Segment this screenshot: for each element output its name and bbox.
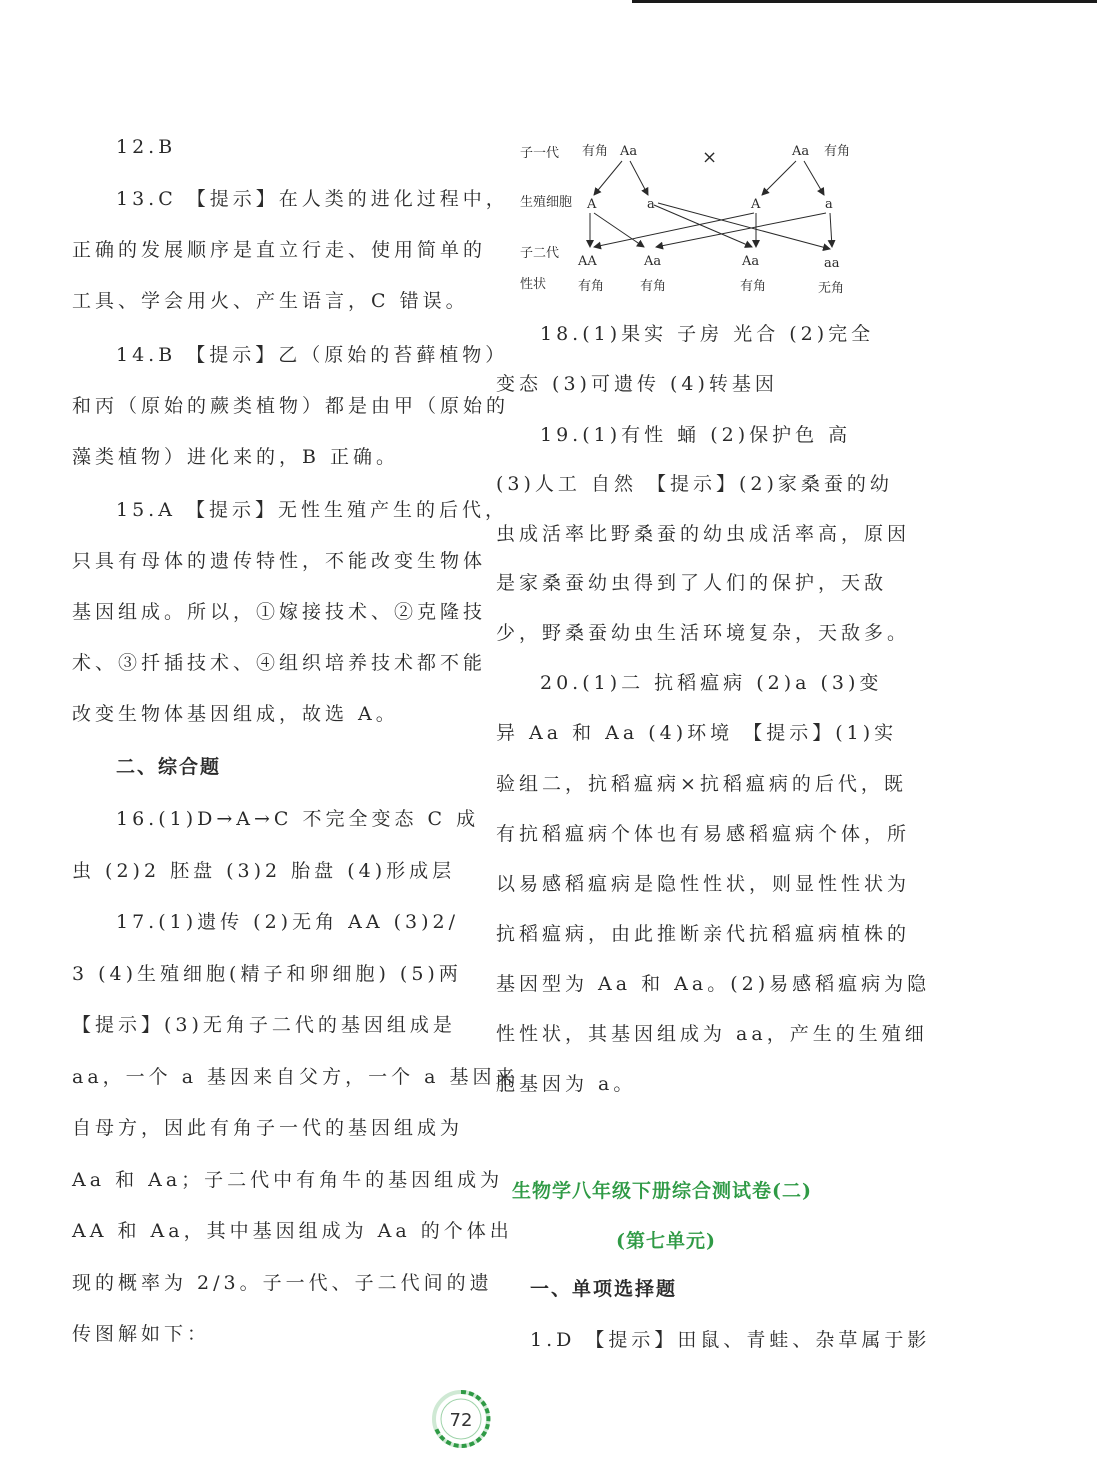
offspring-trait: 有角 — [578, 279, 605, 294]
answer-17-line: 自母方，因此有角子一代的基因组成为 — [72, 1117, 464, 1139]
offspring-trait: 有角 — [740, 279, 767, 294]
answer-20-line: 20.(1)二 抗稻瘟病 (2)a (3)变 — [540, 672, 883, 694]
gamete: A — [587, 197, 597, 212]
answer-20-line: 验组二，抗稻瘟病×抗稻瘟病的后代，既 — [496, 773, 907, 795]
cross-symbol: × — [702, 147, 718, 168]
row-label-f1: 子一代 — [520, 146, 560, 161]
answer-14-line: 14.B 【提示】乙（原始的苔藓植物） — [116, 344, 509, 366]
gamete: a — [825, 197, 833, 212]
answer-17-line: AA 和 Aa，其中基因组成为 Aa 的个体出 — [72, 1220, 513, 1242]
answer-20-line: 胞基因为 a。 — [496, 1073, 637, 1095]
offspring-trait: 无角 — [818, 281, 845, 296]
answer-16-line: 16.(1)D→A→C 不完全变态 C 成 — [116, 808, 480, 830]
answer-18-line: 变态 (3)可遗传 (4)转基因 — [496, 373, 778, 395]
row-label-gametes: 生殖细胞 — [520, 195, 573, 210]
answer-20-line: 有抗稻瘟病个体也有易感稻瘟病个体，所 — [496, 823, 911, 845]
genetic-cross-diagram — [510, 133, 870, 303]
answer-14-line: 藻类植物）进化来的，B 正确。 — [72, 446, 400, 468]
answer-15-line: 改变生物体基因组成，故选 A。 — [72, 703, 399, 725]
test-subtitle: (第七单元) — [616, 1230, 716, 1252]
answer-16-line: 虫 (2)2 胚盘 (3)2 胎盘 (4)形成层 — [72, 860, 456, 882]
answer-13-line: 工具、学会用火、产生语言，C 错误。 — [72, 290, 469, 312]
answer-17-line: 17.(1)遗传 (2)无角 AA (3)2/ — [116, 911, 460, 933]
offspring-genotype: Aa — [742, 254, 760, 269]
page-number-badge — [430, 1388, 492, 1450]
answer-20-line: 抗稻瘟病，由此推断亲代抗稻瘟病植株的 — [496, 923, 911, 945]
answer-15-line: 只具有母体的遗传特性，不能改变生物体 — [72, 550, 487, 572]
offspring-genotype: Aa — [644, 254, 662, 269]
row-label-f2: 子二代 — [520, 246, 560, 261]
answer-15-line: 基因组成。所以，①嫁接技术、②克隆技 — [72, 601, 487, 623]
top-rule — [632, 0, 1097, 3]
offspring-genotype: aa — [824, 256, 840, 271]
offspring-genotype: AA — [578, 254, 597, 269]
section-heading-comprehensive: 二、综合题 — [116, 756, 222, 778]
answer-17-line: 3 (4)生殖细胞(精子和卵细胞) (5)两 — [72, 963, 462, 985]
answer-17-line: aa，一个 a 基因来自父方，一个 a 基因来 — [72, 1066, 519, 1088]
gamete: a — [647, 197, 655, 212]
answer-17-line: Aa 和 Aa；子二代中有角牛的基因组成为 — [72, 1169, 504, 1191]
parent2-trait: 有角 — [824, 144, 851, 159]
answer-18-line: 18.(1)果实 子房 光合 (2)完全 — [540, 323, 875, 345]
answer-20-line: 异 Aa 和 Aa (4)环境 【提示】(1)实 — [496, 722, 898, 744]
answer-19-line: 19.(1)有性 蛹 (2)保护色 高 — [540, 424, 852, 446]
answer-19-line: 虫成活率比野桑蚕的幼虫成活率高，原因 — [496, 523, 911, 545]
test-title: 生物学八年级下册综合测试卷(二) — [512, 1180, 812, 1202]
answer-19-line: 少，野桑蚕幼虫生活环境复杂，天敌多。 — [496, 622, 911, 644]
page-number: 72 — [449, 1410, 473, 1431]
parent2-genotype: Aa — [792, 144, 810, 159]
answer-20-line: 以易感稻瘟病是隐性性状，则显性性状为 — [496, 873, 911, 895]
parent1-genotype: Aa — [620, 144, 638, 159]
answer-19-line: (3)人工 自然 【提示】(2)家桑蚕的幼 — [496, 473, 893, 495]
answer-14-line: 和丙（原始的蕨类植物）都是由甲（原始的 — [72, 395, 510, 417]
section-heading-single-choice: 一、单项选择题 — [530, 1278, 678, 1300]
answer-17-line: 【提示】(3)无角子二代的基因组成是 — [72, 1014, 456, 1036]
row-label-trait: 性状 — [520, 277, 547, 292]
answer-13-line: 正确的发展顺序是直立行走、使用简单的 — [72, 239, 487, 261]
answer-17-line: 现的概率为 2/3。子一代、子二代间的遗 — [72, 1272, 493, 1294]
inheritance-arrows — [590, 161, 832, 249]
answer-15-line: 术、③扦插技术、④组织培养技术都不能 — [72, 652, 487, 674]
answer-13-line: 13.C 【提示】在人类的进化过程中， — [116, 188, 509, 210]
parent1-trait: 有角 — [582, 144, 609, 159]
answer-1-line: 1.D 【提示】田鼠、青蛙、杂草属于影 — [530, 1329, 931, 1351]
answer-19-line: 是家桑蚕幼虫得到了人们的保护，天敌 — [496, 572, 888, 594]
answer-17-line: 传图解如下： — [72, 1323, 211, 1345]
answer-12: 12.B — [116, 136, 177, 158]
gamete: A — [751, 197, 761, 212]
answer-15-line: 15.A 【提示】无性生殖产生的后代， — [116, 499, 508, 521]
offspring-trait: 有角 — [640, 279, 667, 294]
answer-20-line: 基因型为 Aa 和 Aa。(2)易感稻瘟病为隐 — [496, 973, 931, 995]
answer-20-line: 性性状，其基因组成为 aa，产生的生殖细 — [496, 1023, 928, 1045]
